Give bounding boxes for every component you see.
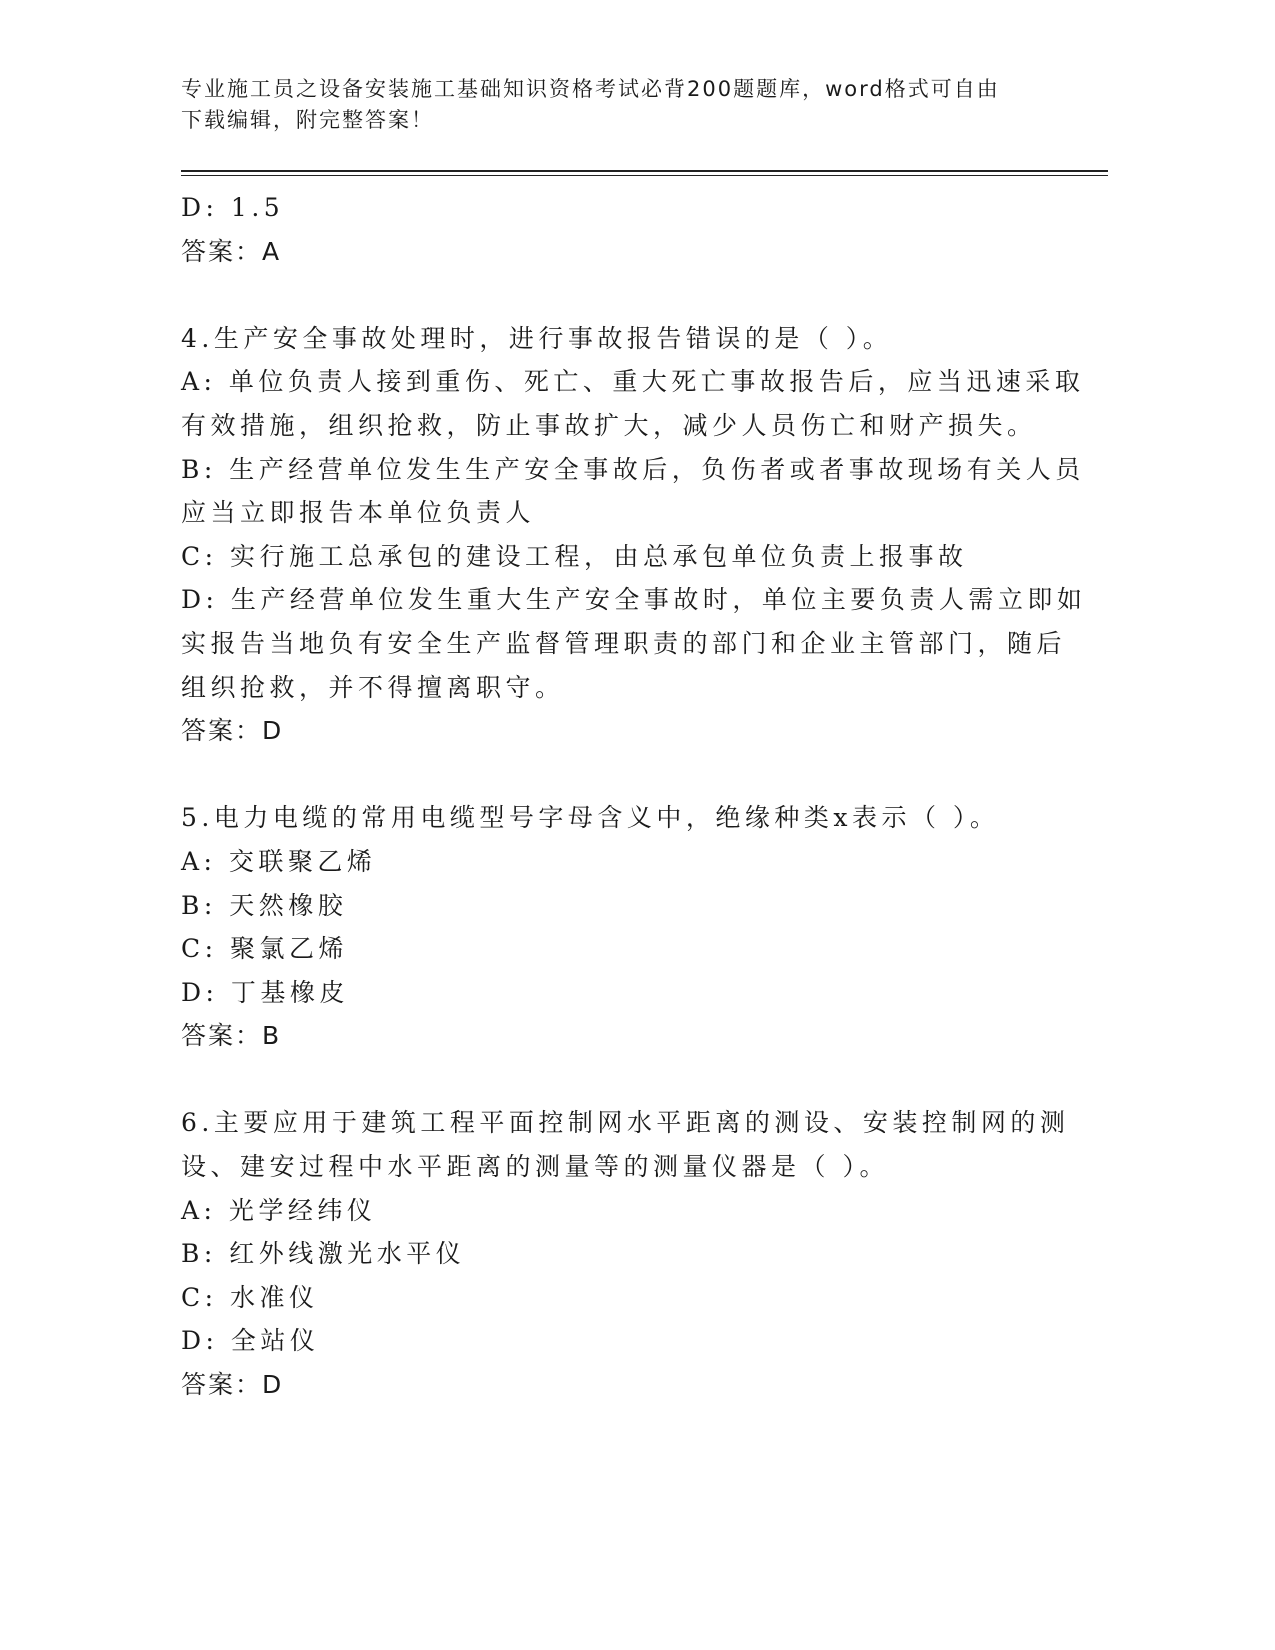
question-stem-cont: 设、建安过程中水平距离的测量等的测量仪器是（ ）。 [181, 1152, 889, 1182]
question-stem: 4.生产安全事故处理时，进行事故报告错误的是（ ）。 [181, 323, 893, 353]
option-c: C: 聚氯乙烯 [181, 934, 348, 964]
question-stem: 6.主要应用于建筑工程平面控制网水平距离的测设、安装控制网的测 [181, 1108, 1070, 1138]
header-line-1: 专业施工员之设备安装施工基础知识资格考试必背200题题库，word格式可自由 [181, 77, 1000, 101]
option-b: B: 生产经营单位发生生产安全事故后，负伤者或者事故现场有关人员 [181, 454, 1085, 484]
option-b-cont: 应当立即报告本单位负责人 [181, 498, 536, 528]
spacer [181, 273, 1051, 317]
option-d-cont: 组织抢救，并不得擅离职守。 [181, 672, 565, 702]
question-4 [181, 317, 1087, 753]
answer: 答案：A [181, 236, 282, 266]
question-5 [181, 796, 1051, 1058]
option-d: D: 全站仪 [181, 1326, 320, 1356]
header-rule-thin [181, 175, 1108, 176]
option-d: D: 1.5 [181, 193, 285, 222]
option-a: A: 交联聚乙烯 [181, 846, 377, 876]
option-d: D: 生产经营单位发生重大生产安全事故时，单位主要负责人需立即如 [181, 585, 1087, 615]
document-header [181, 74, 1061, 136]
spacer [181, 1058, 1051, 1102]
option-b: B: 红外线激光水平仪 [181, 1239, 466, 1269]
header-rule-thick [181, 170, 1108, 172]
spacer [181, 753, 1051, 797]
header-line-2: 下载编辑，附完整答案！ [181, 108, 434, 132]
option-d: D: 丁基橡皮 [181, 977, 349, 1007]
answer: 答案：D [181, 1370, 284, 1400]
option-a: A: 光学经纬仪 [181, 1195, 377, 1225]
option-a-cont: 有效措施，组织抢救，防止事故扩大，减少人员伤亡和财产损失。 [181, 410, 1037, 440]
option-d-cont: 实报告当地负有安全生产监督管理职责的部门和企业主管部门，随后 [181, 628, 1067, 658]
question-6 [181, 1101, 1070, 1406]
option-a: A: 单位负责人接到重伤、死亡、重大死亡事故报告后，应当迅速采取 [181, 367, 1085, 397]
document-body [181, 186, 1087, 1407]
option-c: C: 实行施工总承包的建设工程，由总承包单位负责上报事故 [181, 541, 968, 571]
answer: 答案：D [181, 716, 284, 746]
question-stem: 5.电力电缆的常用电缆型号字母含义中，绝缘种类x表示（ ）。 [181, 803, 1000, 833]
answer: 答案：B [181, 1021, 282, 1051]
option-c: C: 水准仪 [181, 1282, 319, 1312]
option-b: B: 天然橡胶 [181, 890, 348, 920]
